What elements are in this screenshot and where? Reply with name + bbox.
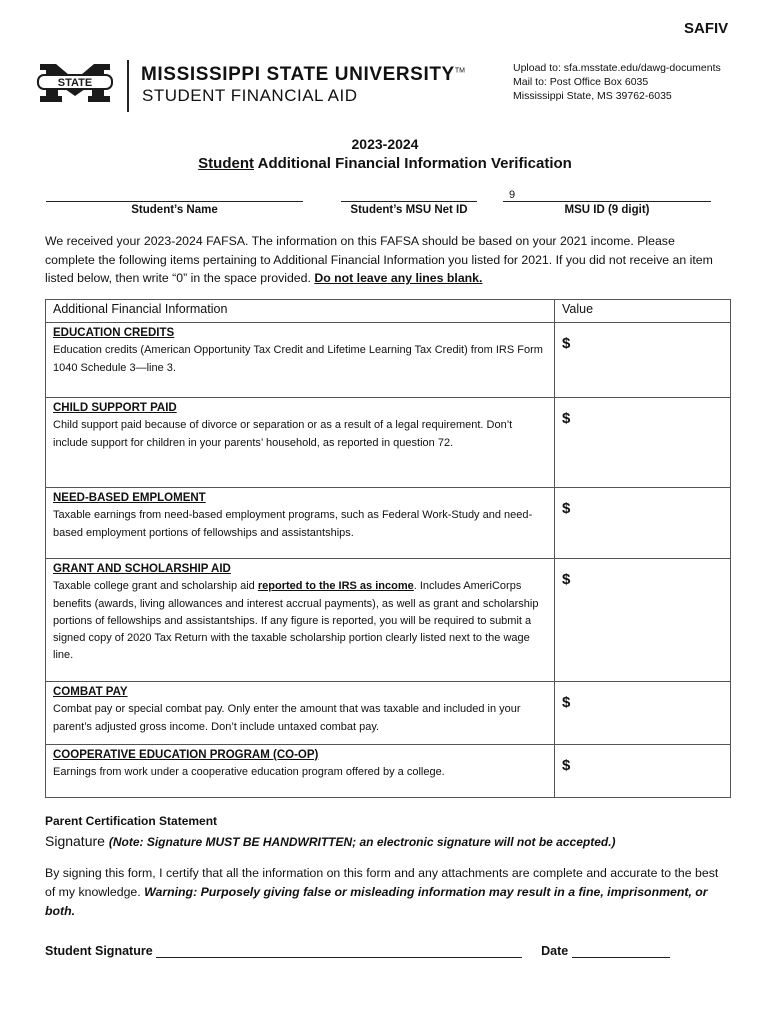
grant-scholarship-desc: GRANT AND SCHOLARSHIP AID Taxable college grant and scholarship aid reported to the IRS as income. Includes AmeriCorps benefits (awards, living allowances and interest accrual payments), as well as grant and scholarship portions of fellowships and assistantships. If any figure is reported, you will be required to submit a signed copy of 2020 Tax Return with the taxable scholarship portion clearly listed next to the wage line. — [46, 559, 555, 682]
intro-emphasis: Do not leave any lines blank. — [314, 271, 483, 285]
coop-program-value[interactable]: $ — [555, 745, 731, 798]
student-name-label: Student’s Name — [131, 204, 218, 216]
msu-id-line[interactable] — [503, 189, 711, 202]
date-label: Date — [541, 944, 569, 958]
financial-info-table — [45, 299, 731, 798]
net-id-field[interactable] — [341, 189, 477, 216]
date-line[interactable] — [572, 944, 670, 958]
table-row — [46, 745, 731, 798]
signature-heading: Signature (Note: Signature MUST BE HANDWRITTEN; an electronic signature will not be accepted.) — [45, 833, 616, 849]
msu-id-label: MSU ID (9 digit) — [564, 204, 650, 216]
warning-text: Warning: Purposely giving false or misleading information may result in a fine, imprisonment, or both. — [45, 885, 708, 918]
table-row — [46, 323, 731, 398]
col-value-header: Value — [555, 300, 731, 323]
education-credits-desc: EDUCATION CREDITS Education credits (American Opportunity Tax Credit and Lifetime Learning Tax Credit) from IRS Form 1040 Schedule 3—line 3. — [46, 323, 555, 398]
need-based-employment-desc: NEED-BASED EMPLOMENT Taxable earnings from need-based employment programs, such as Federal Work-Study and need-based employment portions of fellowships and assistantships. — [46, 488, 555, 559]
child-support-value[interactable]: $ — [555, 398, 731, 488]
university-name: MISSISSIPPI STATE UNIVERSITY™ — [141, 64, 465, 85]
contact-block — [513, 61, 721, 103]
signature-row — [45, 944, 670, 958]
certification-text: By signing this form, I certify that all the information on this form and any attachments are complete and accurate to the best of my knowledge. Warning: Purposely giving false or misleading information may result in a fine, imprisonment, or both. — [45, 866, 719, 918]
combat-pay-desc: COMBAT PAY Combat pay or special combat pay. Only enter the amount that was taxable and included in your parent’s adjusted gross income. Don’t include untaxed combat pay. — [46, 682, 555, 745]
upload-line: Upload to: sfa.msstate.edu/dawg-documents — [513, 62, 721, 74]
net-id-label: Student’s MSU Net ID — [350, 204, 468, 216]
mail-line: Mail to: Post Office Box 6035 — [513, 76, 649, 88]
student-name-line[interactable] — [46, 189, 303, 202]
child-support-desc: CHILD SUPPORT PAID Child support paid because of divorce or separation or as a result of a legal requirement. Don’t include support for children in your parents’ household, as reported in question 72. — [46, 398, 555, 488]
table-header-row — [46, 300, 731, 323]
trademark: TM — [454, 67, 465, 75]
form-title: Student Additional Financial Information Verification — [198, 155, 572, 172]
logo-divider — [127, 60, 129, 112]
form-year: 2023-2024 — [351, 136, 419, 152]
certification-heading: Parent Certification Statement — [45, 814, 218, 828]
table-row — [46, 682, 731, 745]
department-name: STUDENT FINANCIAL AID — [142, 86, 358, 105]
form-code: SAFIV — [684, 20, 729, 37]
signature-note: (Note: Signature MUST BE HANDWRITTEN; an electronic signature will not be accepted.) — [108, 835, 616, 849]
msu-logo-icon — [36, 60, 114, 106]
address-line: Mississippi State, MS 39762-6035 — [513, 90, 672, 102]
msu-id-field[interactable] — [503, 189, 711, 216]
msu-id-prefix: 9 — [509, 189, 516, 201]
table-row — [46, 488, 731, 559]
student-name-field[interactable] — [46, 189, 303, 216]
student-signature-line[interactable] — [156, 944, 522, 958]
grant-scholarship-value[interactable]: $ — [555, 559, 731, 682]
combat-pay-value[interactable]: $ — [555, 682, 731, 745]
net-id-line[interactable] — [341, 189, 477, 202]
student-signature-label: Student Signature — [45, 944, 153, 958]
col-info-header: Additional Financial Information — [46, 300, 555, 323]
need-based-employment-value[interactable]: $ — [555, 488, 731, 559]
table-row — [46, 398, 731, 488]
intro-paragraph: We received your 2023-2024 FAFSA. The information on this FAFSA should be based on your 2021 income. Please complete the following items pertaining to Additional Financial Information you listed for 2021. If you did not receive an item listed below, then write “0” in the space provided. Do not leave any lines blank. — [45, 234, 713, 285]
coop-program-desc: COOPERATIVE EDUCATION PROGRAM (CO-OP) Earnings from work under a cooperative education program offered by a college. — [46, 745, 555, 798]
education-credits-value[interactable]: $ — [555, 323, 731, 398]
logo-text: STATE — [57, 77, 93, 89]
table-row — [46, 559, 731, 682]
